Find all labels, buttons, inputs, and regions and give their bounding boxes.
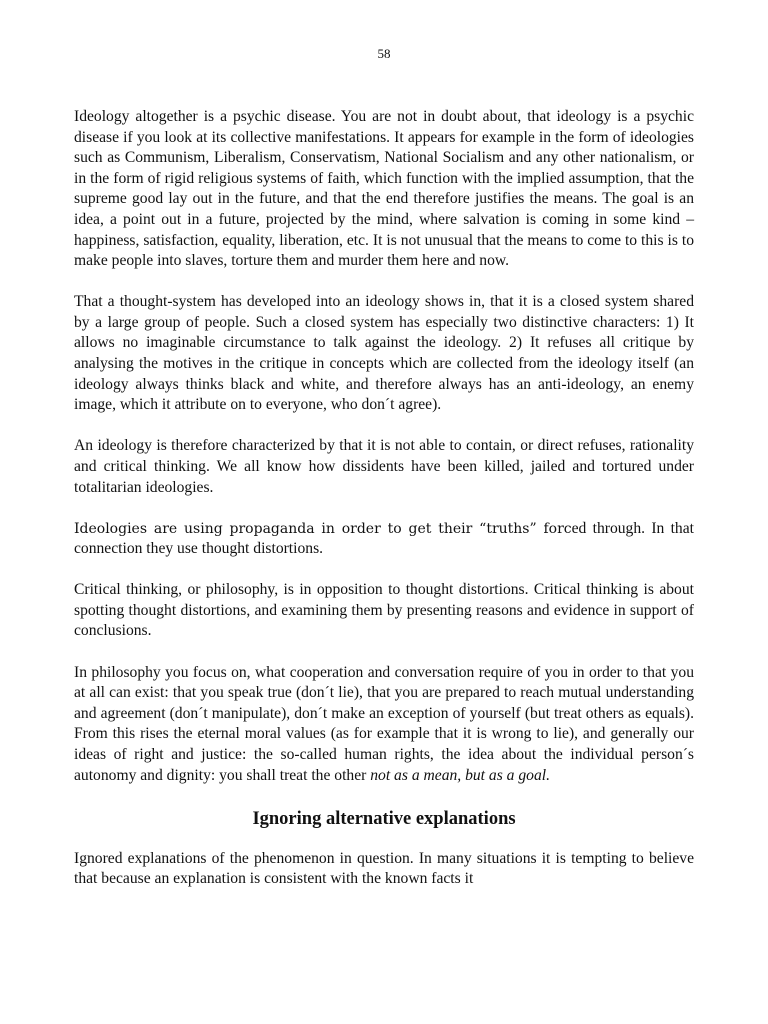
section-heading: Ignoring alternative explanations bbox=[252, 808, 516, 829]
philosophy-italic: not as a mean, but as a goal. bbox=[370, 766, 550, 784]
paragraph-ideology-disease: Ideology altogether is a psychic disease. You are not in doubt about, that ideology is a psychic disease if you look at its collective manifestations. It appears for example in the form of ideologies such as Communism, Liberalism, Conservatism, National Socialism and any other nationalism, or in the form of rigid religious systems of faith, which function with the implied assumption, that the supreme good lay out in the future, and that the end therefore justifies the means. The goal is an idea, a point out in a future, projected by the mind, where salvation is coming in some kind – happiness, satisfaction, equality, liberation, etc. It is not unusual that the means to come to this is to make people into slaves, torture them and murder them here and now. bbox=[74, 108, 694, 270]
paragraph-ignored-explanations: Ignored explanations of the phenomenon in question. In many situations it is tempting to believe that because an explanation is consistent with the known facts it bbox=[74, 849, 694, 888]
propaganda-text-lead: Ideologies are using propaganda in order to get their “truths” forc bbox=[74, 520, 572, 537]
paragraph-critical-thinking: Critical thinking, or philosophy, is in opposition to thought distortions. Critical thinking is about spotting thought distortions, and examining them by presenting reasons and evidence in support of conclusions. bbox=[74, 581, 694, 640]
philosophy-text: In philosophy you focus on, what cooperation and conversation require of you in order to that you at all can exist: that you speak true (don´t lie), that you are prepared to reach mutual understanding and agreement (don´t manipulate), don´t make an exception of yourself (but treat others as equals). From this rises the eternal moral values (as for example that it is wrong to lie), and generally our ideas of right and justice: the so-called human rights, the idea about the individual person´s autonomy and dignity: you shall treat the other bbox=[74, 663, 694, 784]
paragraph-closed-system: That a thought-system has developed into an ideology shows in, that it is a closed system shared by a large group of people. Such a closed system has especially two distinctive characters: 1) It allows no imaginable circumstance to talk against the ideology. 2) It refuses all critique by analysing the motives in the critique in concepts which are collected from the ideology itself (an ideology always thinks black and white, and therefore always has an anti-ideology, an enemy image, which it attribute on to everyone, who don´t agree). bbox=[74, 293, 694, 414]
page-number: 58 bbox=[377, 46, 391, 61]
paragraph-rationality: An ideology is therefore characterized by that it is not able to contain, or direct refuses, rationality and critical thinking. We all know how dissidents have been killed, jailed and tortured under totalitarian ideologies. bbox=[74, 437, 694, 496]
paragraph-propaganda bbox=[74, 519, 694, 560]
paragraph-philosophy bbox=[74, 663, 694, 787]
page-body bbox=[74, 107, 694, 910]
propaganda-text-rest: ed through. In that connection they use thought distortions. bbox=[74, 519, 694, 558]
